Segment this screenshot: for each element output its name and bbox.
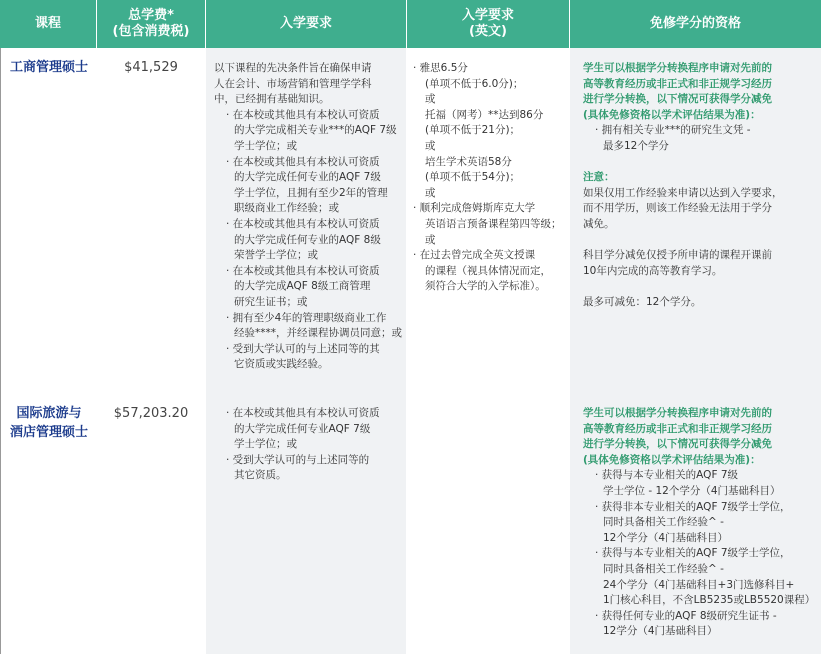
text-line: 科目学分减免仅授予所申请的课程开课前	[583, 249, 772, 262]
text-line: 须符合大学的入学标准）。	[425, 280, 546, 293]
text-line: · 获得与本专业相关的AQF 7级学士学位，	[595, 547, 791, 560]
text-line: 研究生证书；或	[234, 295, 308, 308]
text-line: 12学分（4门基础科目）	[603, 625, 718, 638]
text-line: · 获得非本专业相关的AQF 7级学士学位，	[595, 500, 791, 513]
text-line: · 在本校或其他具有本校认可资质	[226, 407, 380, 419]
text-line: 培生学术英语58分	[425, 155, 512, 168]
text-line: 进行学分转换，以下情况可获得学分减免	[583, 93, 772, 106]
program-name: 国际旅游与	[16, 406, 82, 421]
text-line: 其它资质。	[234, 469, 287, 482]
text-line: 的大学完成任何专业的AQF 8级	[234, 233, 381, 246]
text-line	[583, 233, 819, 249]
row1-fee	[97, 60, 205, 75]
text-line: · 在本校或其他具有本校认可资质	[226, 108, 380, 121]
text-line: · 获得任何专业的AQF 8级研究生证书 -	[595, 609, 777, 622]
text-line: 如果仅用工作经验来申请以达到入学要求，	[583, 186, 783, 199]
text-line: 经验****，并经课程协调员同意；或	[234, 327, 402, 340]
header-requirements-label: 入学要求	[279, 16, 332, 31]
text-line: (单项不低于21分)；	[425, 124, 521, 137]
text-line: · 拥有至少4年的管理职级商业工作	[226, 311, 387, 324]
text-line: 它资质或实践经验。	[234, 358, 329, 371]
text-line: 或	[425, 93, 436, 106]
row2-credit	[583, 406, 819, 640]
text-line: 中，已经拥有基础知识。	[214, 93, 330, 106]
text-line: (具体免修资格以学术评估结果为准)：	[583, 108, 761, 121]
text-line: 托福（网考）**达到86分	[425, 108, 544, 121]
text-line: 学士学位；或	[234, 139, 297, 152]
text-line: 或	[425, 139, 436, 152]
text-line: 荣誉学士学位；或	[234, 249, 318, 262]
header-english-sublabel: (英文)	[469, 24, 507, 39]
text-line: 高等教育经历或非正式和非正规学习经历	[583, 422, 772, 435]
text-line: 1门核心科目，不含LB5235或LB5520课程）	[603, 594, 816, 607]
text-line: · 在过去曾完成全英文授课	[413, 249, 536, 262]
text-line: 的大学完成任何专业的AQF 7级	[234, 171, 381, 184]
text-line: (具体免修资格以学术评估结果为准)：	[583, 453, 761, 466]
header-program	[0, 0, 96, 48]
text-line: · 顺利完成詹姆斯库克大学	[413, 202, 536, 215]
row2-requirements	[214, 406, 404, 484]
text-line: (单项不低于6.0分)；	[425, 77, 524, 90]
text-line: 进行学分转换，以下情况可获得学分减免	[583, 438, 772, 451]
text-line: · 在本校或其他具有本校认可资质	[226, 155, 380, 168]
header-english-label: 入学要求	[461, 8, 514, 23]
text-line: 或	[425, 186, 436, 199]
row1-requirements	[214, 61, 404, 373]
text-line: 而不用学历，则该工作经验无法用于学分	[583, 202, 772, 215]
text-line: 的大学完成相关专业***的AQF 7级	[234, 124, 397, 137]
text-line: 注意：	[583, 171, 615, 184]
text-line: 学生可以根据学分转换程序申请对先前的	[583, 62, 772, 74]
row2-program	[2, 404, 96, 442]
text-line: 10年内完成的高等教育学习。	[583, 264, 723, 277]
text-line: 以下课程的先决条件旨在确保申请	[214, 62, 372, 74]
text-line: 学士学位 - 12个学分（4门基础科目）	[603, 484, 781, 497]
header-fee-label: 总学费*	[128, 8, 174, 23]
row2-fee	[97, 406, 205, 421]
fee-value: $41,529	[124, 60, 178, 75]
row1-program	[2, 58, 96, 77]
text-line: 12个学分（4门基础科目）	[603, 531, 729, 544]
row1-english	[413, 61, 567, 295]
fee-value: $57,203.20	[113, 406, 189, 421]
text-line: 或	[425, 233, 436, 246]
text-line: 高等教育经历或非正式和非正规学习经历	[583, 77, 772, 90]
program-name: 酒店管理硕士	[9, 425, 88, 440]
text-line: 学生可以根据学分转换程序申请对先前的	[583, 407, 772, 419]
header-english	[407, 0, 569, 48]
text-line: · 拥有相关专业***的研究生文凭 -	[595, 124, 751, 137]
text-line: · 在本校或其他具有本校认可资质	[226, 264, 380, 277]
text-line: 英语语言预备课程第四等级；	[425, 217, 562, 230]
header-credit	[570, 0, 821, 48]
text-line: 同时具备相关工作经验^ -	[603, 562, 724, 575]
text-line	[583, 279, 819, 295]
text-line: · 受到大学认可的与上述同等的	[226, 453, 370, 466]
text-line: 最多12个学分	[603, 139, 669, 152]
header-program-label: 课程	[34, 16, 61, 31]
text-line: 的大学完成AQF 8级工商管理	[234, 280, 371, 293]
header-fee	[97, 0, 205, 48]
text-line: 学士学位，且拥有至少2年的管理	[234, 186, 388, 199]
header-credit-label: 免修学分的资格	[649, 16, 741, 31]
text-line: 职级商业工作经验；或	[234, 202, 339, 215]
header-fee-sublabel: (包含消费税)	[112, 24, 190, 39]
text-line: 人在会计、市场营销和管理学学科	[214, 77, 372, 90]
text-line: 减免。	[583, 217, 615, 230]
text-line: (单项不低于54分)；	[425, 171, 521, 184]
header-requirements	[206, 0, 406, 48]
text-line: · 受到大学认可的与上述同等的其	[226, 342, 380, 355]
text-line: · 雅思6.5分	[413, 62, 468, 74]
table-left-border	[0, 48, 1, 654]
text-line: 最多可减免：12个学分。	[583, 295, 702, 308]
text-line: · 在本校或其他具有本校认可资质	[226, 217, 380, 230]
text-line: 24个学分（4门基础科目+3门选修科目+	[603, 578, 795, 591]
program-name: 工商管理硕士	[9, 60, 88, 75]
text-line: · 获得与本专业相关的AQF 7级	[595, 469, 738, 482]
row1-credit	[583, 61, 819, 311]
text-line: 的课程（视具体情况而定，	[425, 264, 551, 277]
text-line: 学士学位；或	[234, 438, 297, 451]
text-line: 的大学完成任何专业AQF 7级	[234, 422, 371, 435]
text-line: 同时具备相关工作经验^ -	[603, 516, 724, 529]
text-line	[583, 155, 819, 171]
